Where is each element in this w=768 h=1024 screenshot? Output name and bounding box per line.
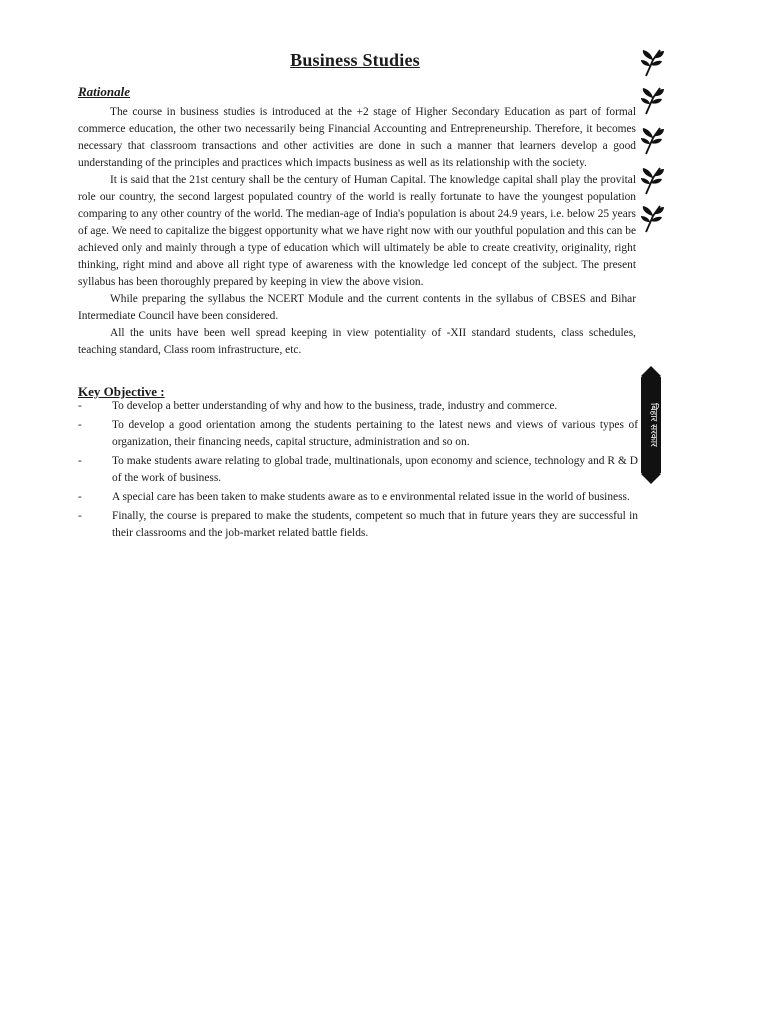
side-tab-badge	[641, 376, 661, 474]
plant-sprout-icon	[640, 204, 666, 234]
rationale-paragraph: All the units have been well spread keeping in view potentiality of -XII standard students, class schedules, teaching standard, Class room infrastructure, etc.	[78, 327, 636, 356]
plant-sprout-icon	[640, 126, 666, 156]
rationale-paragraph: The course in business studies is introduced at the +2 stage of Higher Secondary Education as part of formal commerce education, the other two necessarily being Financial Accounting and Entrepreneurship. Therefore, it becomes necessary that classroom transactions and other activities are done in such a manner that learners develop a good understanding of the principles and practices which impacts business as well as its relationship with the society.	[78, 106, 636, 169]
list-item: - To develop a good orientation among the students pertaining to the latest news and views of various types of organization, their financing needs, capital structure, administration and so on.	[78, 419, 638, 448]
side-tab-label: बिहार सरकार	[648, 403, 658, 447]
rationale-heading: Rationale	[78, 84, 131, 99]
rationale-paragraph: It is said that the 21st century shall be the century of Human Capital. The knowledge capital shall play the provital role our country, the second largest populated country of the world is really fortunate to have the youngest population comparing to any other country of the world. The median-age of India's population is about 24.9 years, i.e. below 25 years of age. We need to capitalize the biggest opportunity what we have right now with our youthful population and this can be achieved only and mainly through a type of education which will ultimately be able to create creativity, originality, right thinking, right mind and above all right type of awareness with the knowledge led concept of the subject. The present syllabus has been thoroughly prepared by keeping in view the above vision.	[78, 174, 636, 288]
list-item: - A special care has been taken to make students aware as to e environmental related issue in the world of business.	[78, 491, 630, 503]
objectives-list	[78, 398, 638, 544]
key-objective-heading: Key Objective :	[78, 384, 165, 399]
list-item: - To develop a better understanding of why and how to the business, trade, industry and commerce.	[78, 400, 558, 412]
page-title: Business Studies	[290, 50, 420, 70]
rationale-section	[78, 104, 636, 359]
plant-sprout-icon	[640, 48, 666, 78]
plant-sprout-icon	[640, 86, 666, 116]
rationale-paragraph: While preparing the syllabus the NCERT Module and the current contents in the syllabus of CBSES and Bihar Intermediate Council have been considered.	[78, 293, 636, 322]
list-item: - Finally, the course is prepared to make the students, competent so much that in future years they are successful in their classrooms and the job-market related battle fields.	[78, 510, 638, 539]
list-item: - To make students aware relating to global trade, multinationals, upon economy and science, technology and R & D of the work of business.	[78, 455, 638, 484]
plant-sprout-icon	[640, 166, 666, 196]
